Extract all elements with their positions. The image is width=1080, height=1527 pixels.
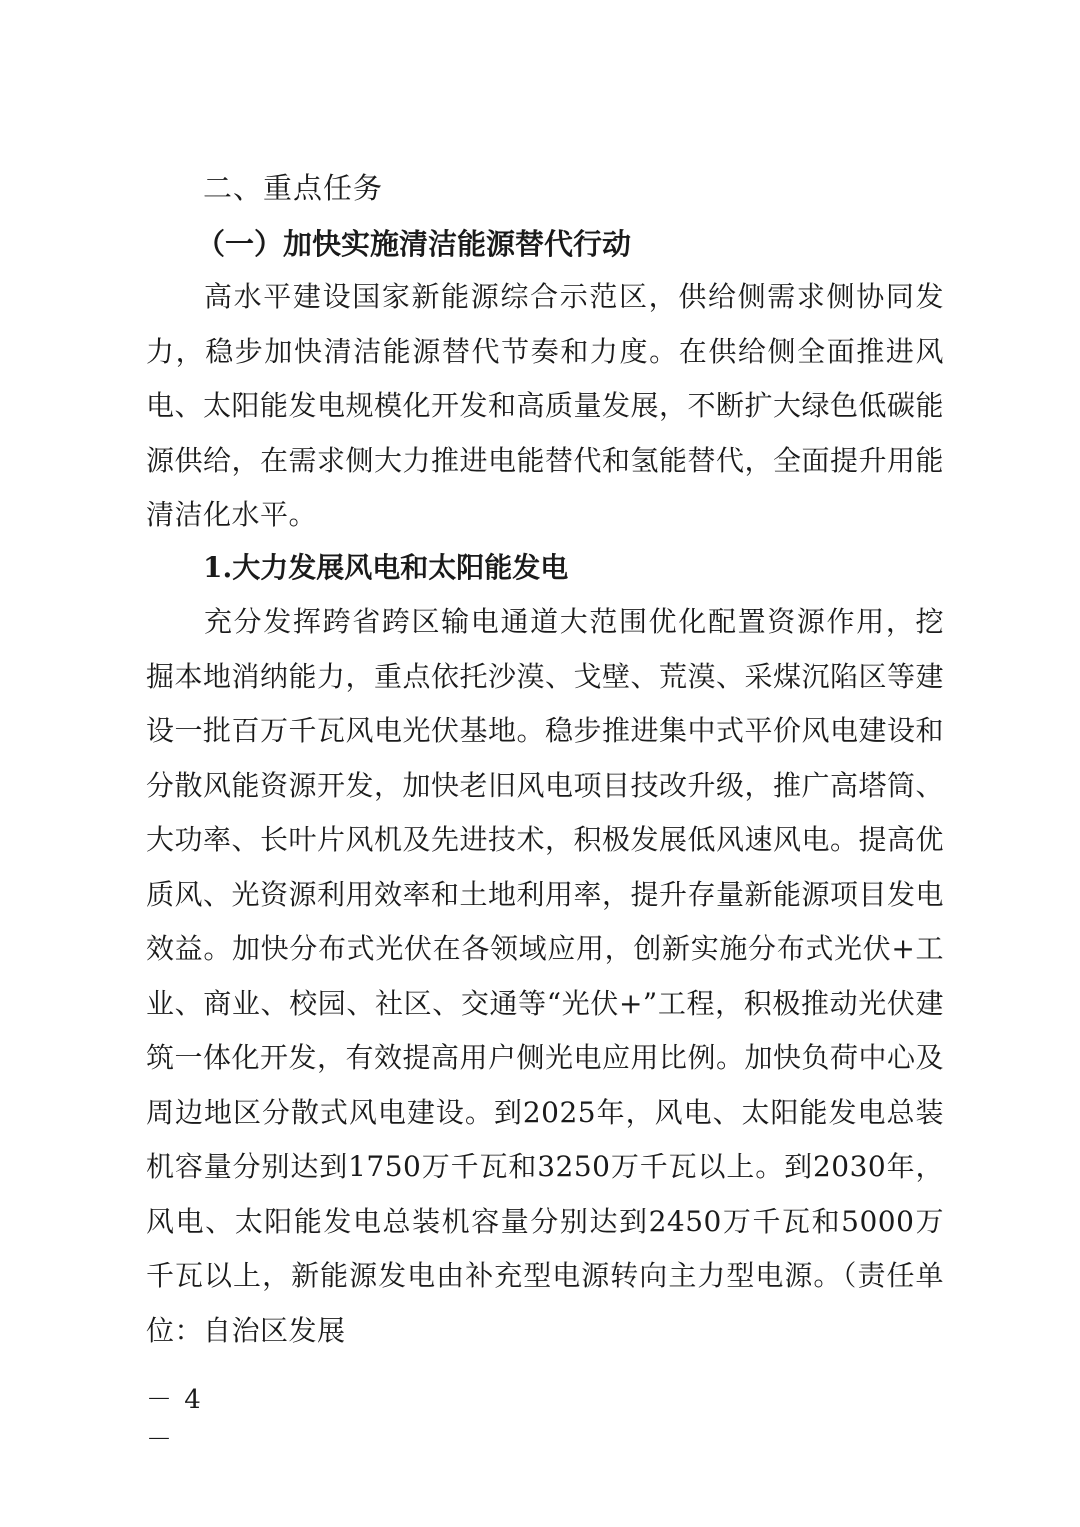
paragraph-body: 充分发挥跨省跨区输电通道大范围优化配置资源作用，挖掘本地消纳能力，重点依托沙漠、戈壁、荒漠、采煤沉陷区等建设一批百万千瓦风电光伏基地。稳步推进集中式平价风电建设和分散风能资源开发，加快老旧风电项目技改升级，推广高塔筒、大功率、长叶片风机及先进技术，积极发展低风速风电。提高优质风、光资源利用效率和土地利用率，提升存量新能源项目发电效益。加快分布式光伏在各领域应用，创新实施分布式光伏+工业、商业、校园、社区、交通等“光伏+”工程，积极推动光伏建筑一体化开发，有效提高用户侧光电应用比例。加快负荷中心及周边地区分散式风电建设。到2025年，风电、太阳能发电总装机容量分别达到1750万千瓦和3250万千瓦以上。到2030年，风电、太阳能发电总装机容量分别达到2450万千瓦和5000万千瓦以上，新能源发电由补充型电源转向主力型电源。（责任单位：自治区发展: [146, 605, 945, 1347]
paragraph-intro: 高水平建设国家新能源综合示范区，供给侧需求侧协同发力，稳步加快清洁能源替代节奏和力度。在供给侧全面推进风电、太阳能发电规模化开发和高质量发展，不断扩大绿色低碳能源供给，在需求侧大力推进电能替代和氢能替代，全面提升用能清洁化水平。: [146, 280, 945, 531]
page-number: － 4 －: [146, 1385, 203, 1455]
section-heading: 二、重点任务: [203, 171, 384, 205]
item-heading: 1.大力发展风电和太阳能发电: [203, 551, 569, 584]
sub-heading: （一）加快实施清洁能源替代行动: [196, 227, 632, 261]
